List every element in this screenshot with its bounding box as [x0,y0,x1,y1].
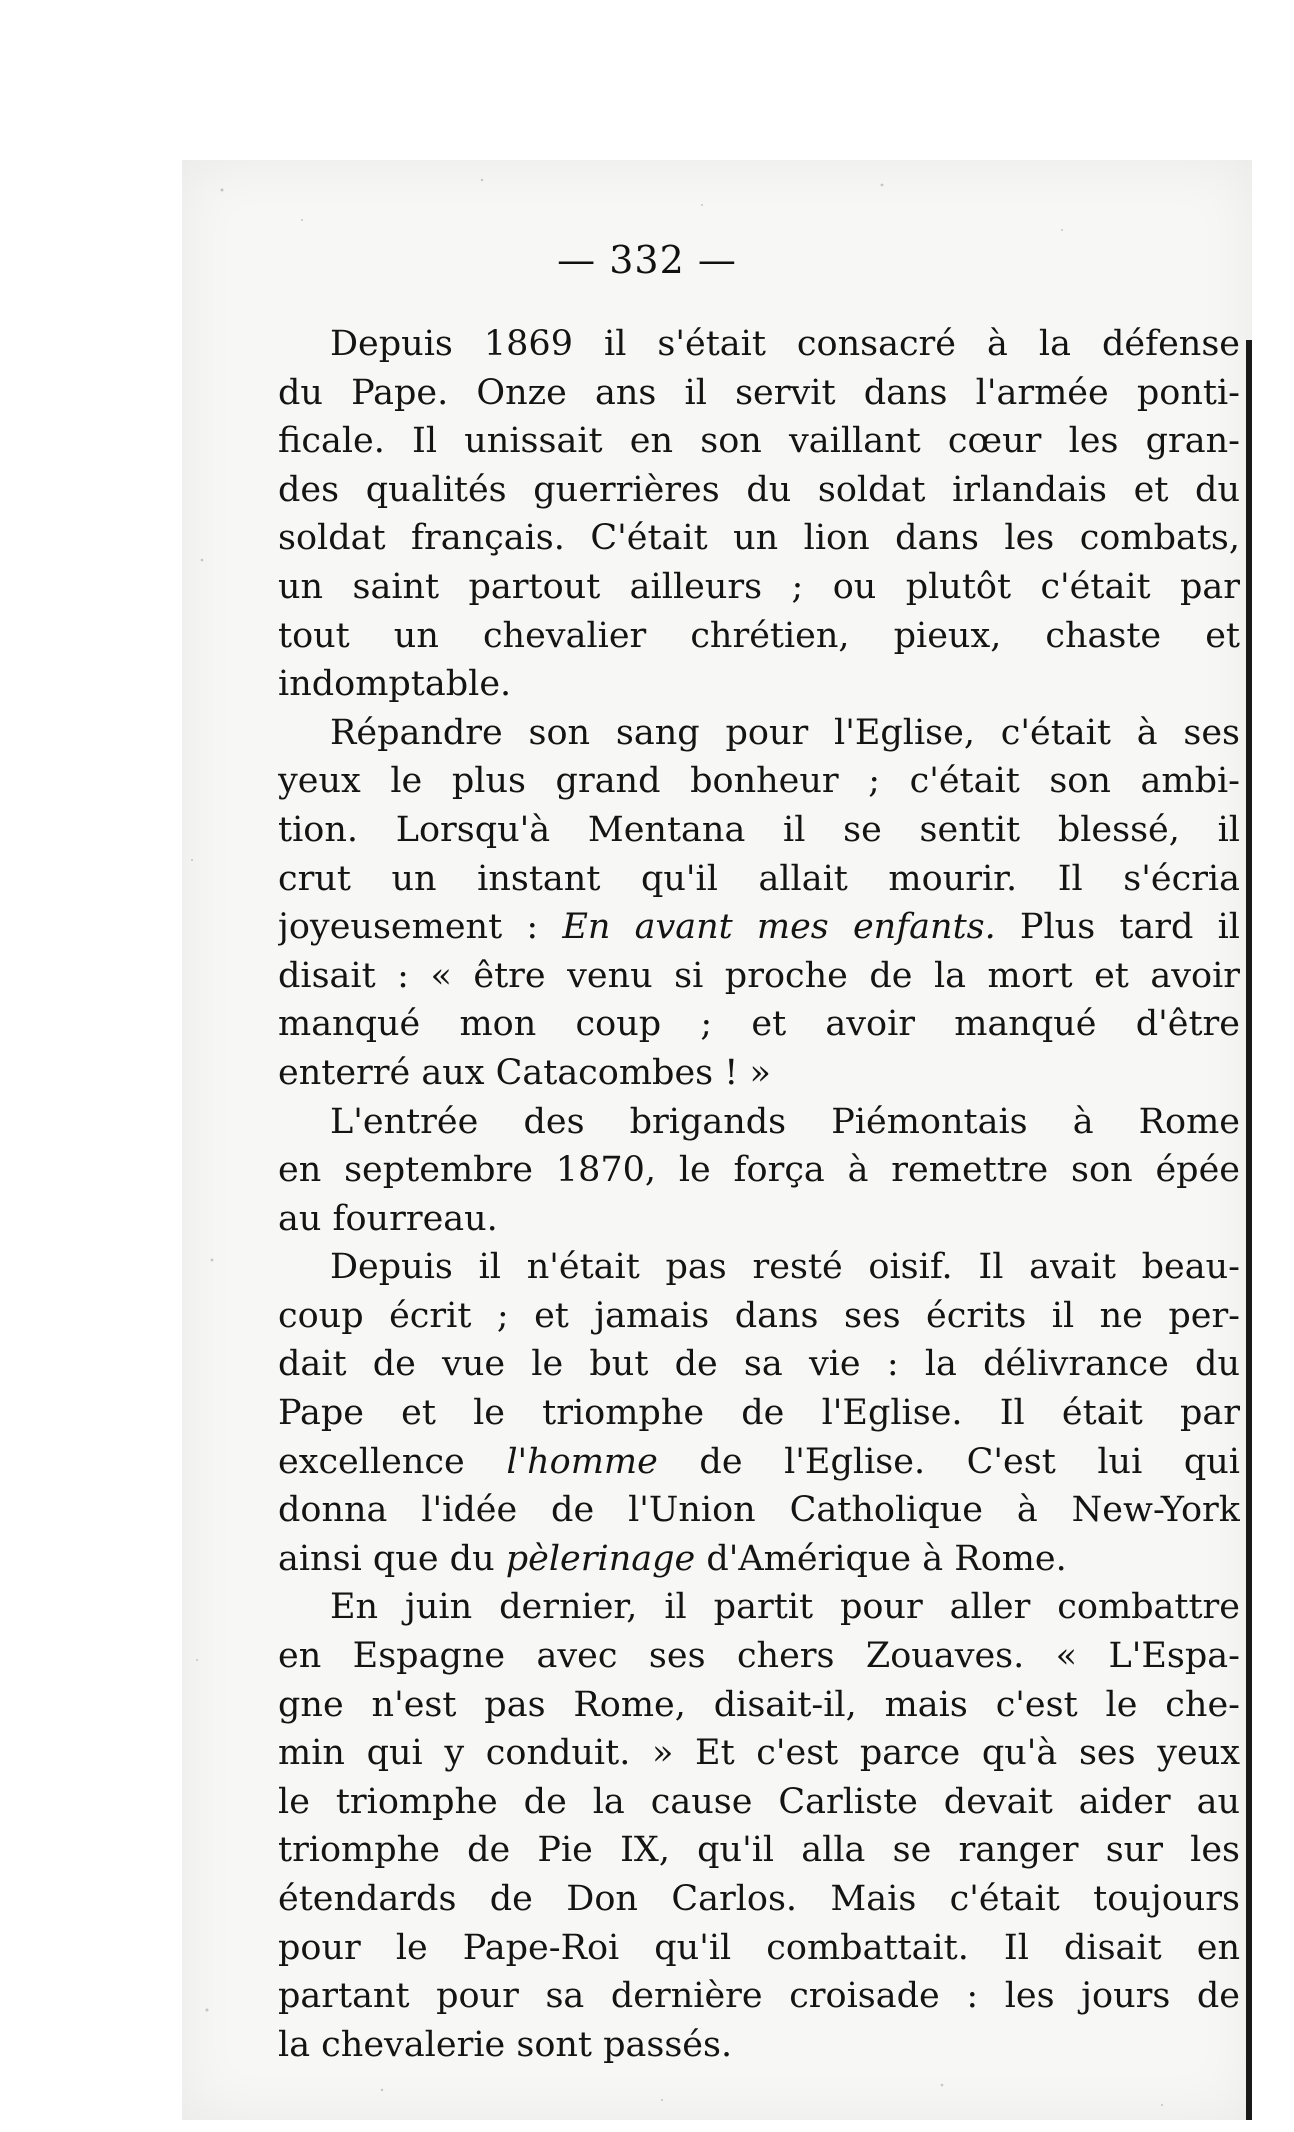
text-line: en Espagne avec ses chers Zouaves. « L'Espa- [278,1636,1240,1677]
text-line: du Pape. Onze ans il servit dans l'armée ponti- [278,372,1240,413]
text-line: Répandre son sang pour l'Eglise, c'était à ses [330,712,1240,753]
text-line: coup écrit ; et jamais dans ses écrits il ne per- [278,1295,1240,1336]
text-line: Depuis 1869 il s'était consacré à la défense [330,324,1240,364]
text-line: un saint partout ailleurs ; ou plutôt c'était par [278,566,1240,607]
text-line: ainsi que du pèlerinage d'Amérique à Rome. [278,1538,1067,1579]
text-line: indomptable. [278,664,512,705]
text-line: dait de vue le but de sa vie : la délivrance du [278,1344,1240,1385]
text-line: ficale. Il unissait en son vaillant cœur les gran- [278,421,1240,462]
text-line: En juin dernier, il partit pour aller combattre [330,1587,1240,1628]
text-line: Pape et le triomphe de l'Eglise. Il était par [278,1393,1240,1434]
text-line: gne n'est pas Rome, disait-il, mais c'est le che- [278,1684,1240,1725]
page-number: — 332 — [557,238,737,282]
text-line: pour le Pape-Roi qu'il combattait. Il disait en [278,1927,1240,1968]
text-line: tout un chevalier chrétien, pieux, chaste et [278,615,1240,656]
text-line: la chevalerie sont passés. [278,2024,733,2065]
text-line: triomphe de Pie IX, qu'il alla se ranger sur les [278,1830,1240,1871]
text-line: le triomphe de la cause Carliste devait aider au [278,1781,1240,1822]
text-line: enterré aux Catacombes ! » [278,1052,771,1093]
italic-phrase: pèlerinage [505,1538,696,1579]
text-line: partant pour sa dernière croisade : les jours de [278,1976,1240,2017]
page-edge-shadow [1246,340,1252,2120]
text-line: en septembre 1870, le força à remettre son épée [278,1150,1240,1191]
text-line: manqué mon coup ; et avoir manqué d'être [278,1004,1240,1045]
page-body [278,320,1240,2080]
text-line: donna l'idée de l'Union Catholique à New-York [278,1490,1240,1531]
text-line: crut un instant qu'il allait mourir. Il s'écria [278,858,1240,899]
text-line: joyeusement : En avant mes enfants. Plus tard il [278,907,1240,948]
text-line: Depuis il n'était pas resté oisif. Il avait beau- [330,1247,1240,1288]
italic-phrase: l'homme [506,1441,658,1482]
text-line: yeux le plus grand bonheur ; c'était son ambi- [278,761,1240,802]
text-line: L'entrée des brigands Piémontais à Rome [330,1101,1240,1142]
text-line: étendards de Don Carlos. Mais c'était toujours [278,1879,1240,1919]
text-line: au fourreau. [278,1198,498,1239]
text-line: disait : « être venu si proche de la mort et avoir [278,955,1240,996]
italic-phrase: En avant mes enfants. [562,907,996,948]
text-line: excellence l'homme de l'Eglise. C'est lui qui [278,1441,1240,1482]
text-line: soldat français. C'était un lion dans les combats, [278,518,1240,559]
text-line: tion. Lorsqu'à Mentana il se sentit blessé, il [278,809,1240,850]
text-line: des qualités guerrières du soldat irlandais et du [278,469,1240,510]
text-line: min qui y conduit. » Et c'est parce qu'à ses yeux [278,1733,1240,1774]
